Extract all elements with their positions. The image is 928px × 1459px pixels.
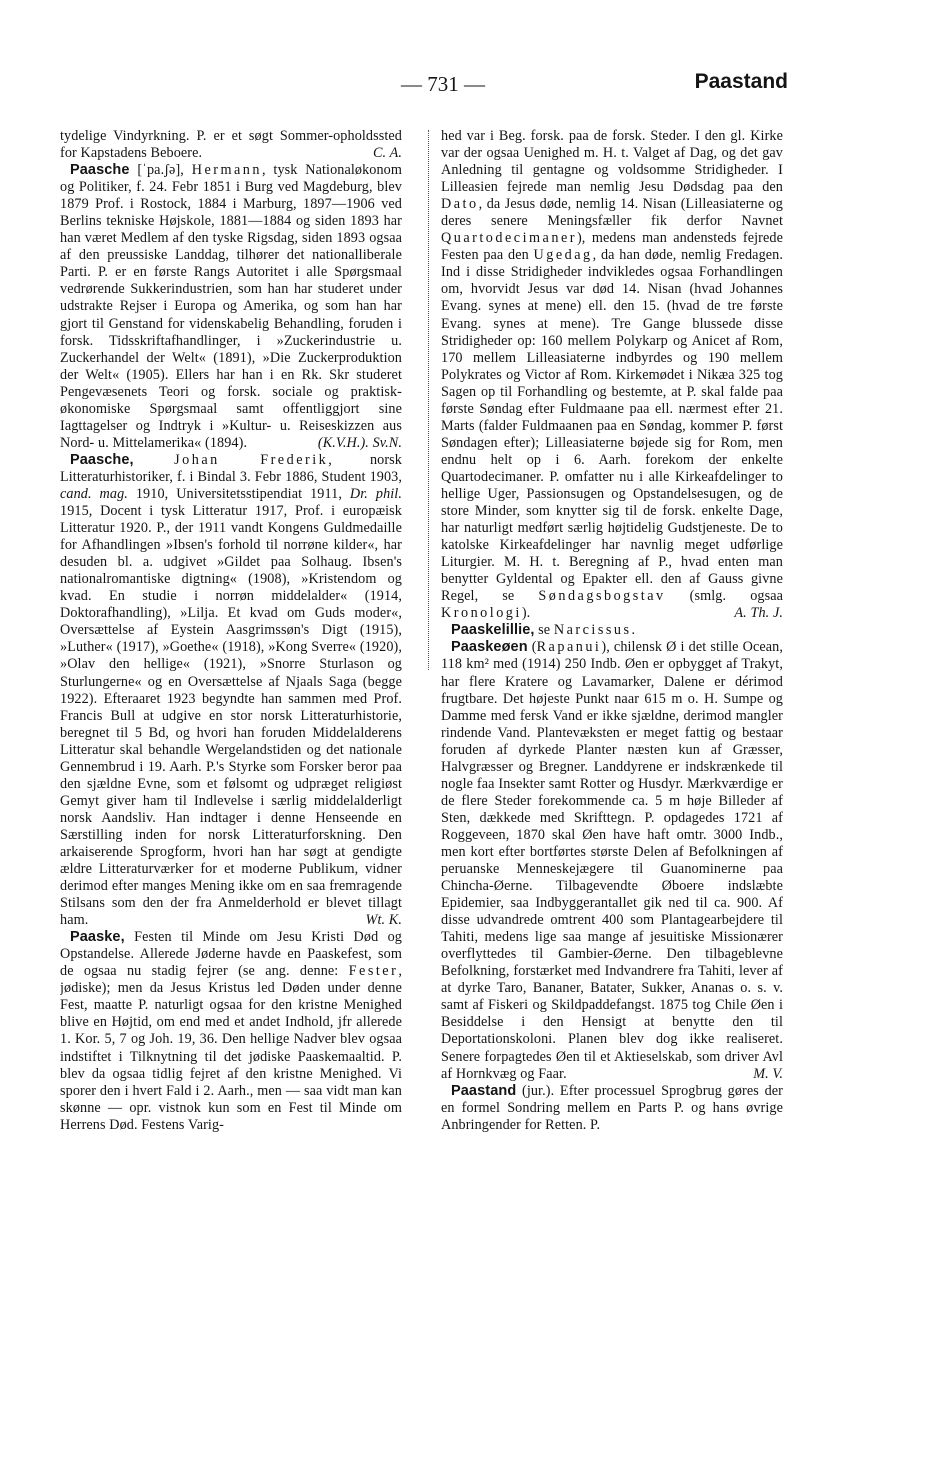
entry-paaskeoeen: Paaskeøen (Rapanui), chilensk Ø i det stille Ocean, 118 km² med (1914) 250 Indb. Øen er opbygget af Trakyt, har flere Kratere og Lavamarker, Dalene er dérimod frugtbare. Det højeste Punkt naar 615 m o. H. Sumpe og Damme med fersk Vand er ikke sjældne, derimod mangler rindende Vand. Plantevæksten er meget fattig og bestaar foruden af dyrkede Planter næsten kun af Græsser, Halvgræsser og Bregner. Landdyrene er indskrænkede til nogle faa Insekter samt Rotter og Husdyr. Mærkværdige er de flere Steder forekommende ca. 5 m høje Billeder af Sten, dækkede med Skrifttegn. P. opdagedes 1721 af Roggeveen, 1870 skal Øen have haft omtr. 3000 Indb., men kort efter bortførtes største Delen af Befolkningen af peruanske Menneskejægere til Guanominerne paa Chincha-Øerne. Tilbagevendte Øboere indslæbte Epidemier, saa Indbyggerantallet gik ned til ca. 900. Af disse udvandrede omtrent 400 som Plantagearbejdere til Tahiti, medens lige saa mange af jesuitiske Missionærer overflyttedes til Gambier-Øerne. Den tilbageblevne Befolkning, forstærket med Indvandrere fra Tahiti, lever af at dyrke Taro, Bananer, Batater, Sukker, Ananas o. s. v. samt af Fiskeri og Skildpaddefangst. 1875 tog Chile Øen i Besiddelse i den Hensigt at benytte den til Deportationskoloni. Planen blev dog ikke realiseret. Senere forpagtedes Øen til et Aktieselskab, som driver Avl af Hornkvæg og Faar. M. V. xyxy=(441,639,783,1082)
continuation-paragraph: tydelige Vindyrkning. P. er et søgt Sommer-opholdssted for Kapstadens Beboere. C. A. xyxy=(60,128,402,162)
entry-paasche-johan: Paasche, Johan Frederik, norsk Litteraturhistoriker, f. i Bindal 3. Febr 1886, Student 1903, cand. mag. 1910, Universitetsstipendiat 1911, Dr. phil. 1915, Docent i tysk Litteratur 1917, Prof. i europæisk Litteratur 1920. P., der 1911 vandt Kongens Guldmedaille for Afhandlingen »Ibsen's forhold til norrøne kilder«, har desuden bl. a. udgivet »Gildet paa Solhaug. Ibsen's nationalromantiske digtning« (1908), »Kristendom og kvad. En studie i norrøn middelalder« (1914, Doktorafhandling), »Lilja. Et kvad om Guds moder«, Oversættelse af Eystein Aasgrimssøn's Digt (1915), »Luther« (1917), »Goethe« (1918), »Kong Sverre« (1920), »Olav den hellige« (1921), »Snorre Sturlason og Sturlungerne« og en Oversættelse af Njaals Saga (begge 1922). Efteraaret 1923 begyndte han sammen med Prof. Francis Bull at udgive en stor norsk Litteraturhistorie, beregnet til 5 Bd, og hvori han foruden Middelalderens Litteratur skal behandle Wergelandstiden og det nationale Gennembrud i 19. Aarh. P.'s Styrke som Forsker beror paa den sjældne Evne, som et følsomt og udpræget religiøst Gemyt giver ham til Indlevelse i særlig middelalderligt norsk Aandsliv. Han indtager i denne Henseende en Særstilling inden for norsk Litteraturforskning. Den arkaiserende Sprogform, hvori han har søgt at gendigte ældre Litteraturværker for et moderne Publikum, vidner derimod efter manges Mening ikke om en saa fremragende Stilsans som den der fra Anmelderhold er blevet tillagt ham. Wt. K. xyxy=(60,451,402,929)
left-column xyxy=(60,128,402,1428)
entry-headword: Paasche, xyxy=(70,451,134,468)
page-number: — 731 — xyxy=(401,72,485,96)
signature: A. Th. J. xyxy=(734,605,783,622)
entry-headword: Paaskelillie, xyxy=(451,622,535,639)
entry-paasche-hermann: Paasche [ˈpa.ʃə], Hermann, tysk Nationaløkonom og Politiker, f. 24. Febr 1851 i Burg ved Magdeburg, blev 1879 Prof. i Rostock, 1884 i Marburg, 1897—1906 ved Berlins tekniske Højskole, 1881—1884 og siden 1893 har han været Medlem af den tyske Rigsdag, siden 1893 ogsaa af den preussiske Landdag, tilhører det nationalliberale Parti. P. er en første Rangs Autoritet i alle Spørgsmaal vedrørende Sukkerindustrien, som han har studeret under udstrakte Rejser i Europa og Amerika, og som han har gjort til Genstand for videnskabelig Behandling, foruden i forsk. Tidsskriftafhandlinger, i »Zuckerindustrie u. Zuckerhandel der Welt« (1891), »Die Zuckerproduktion der Welt« (1905). Ellers har han i en Rk. Skr studeret Pengevæsenets Teori og forsk. sociale og praktisk-økonomiske Spørgsmaal samt offentliggjort sine Iagttagelser og Indtryk i »Kultur- u. Reiseskizzen aus Nord- u. Mittelamerika« (1894). (K.V.H.). Sv.N. xyxy=(60,162,402,451)
signature: Wt. K. xyxy=(365,912,402,929)
entry-headword: Paaske, xyxy=(70,929,125,946)
entry-paaske: Paaske, Festen til Minde om Jesu Kristi Død og Opstandelse. Allerede Jøderne havde en Paaskefest, som de ogsaa nu stadig fejrer (se ang. denne: Fester, jødiske); men da Jesus Kristus led Døden under denne Fest, maatte P. naturligt ogsaa for den kristne Menighed blive en Højtid, om end med et andet Indhold, jfr allerede 1. Kor. 5, 7 og Joh. 19, 36. Den hellige Nadver blev ogsaa indstiftet i Tilknytning til det jødiske Paaskemaaltid. P. blev da ogsaa tidlig fejret af den kristne Menighed. Vi sporer den i hvert Fald i 2. Aarh., men — saa vidt man kan skønne — opr. vistnok kun som en Fest til Minde om Herrens Død. Festens Varig- xyxy=(60,929,402,1133)
right-column xyxy=(441,128,783,1428)
entry-headword: Paastand xyxy=(451,1082,517,1099)
entry-headword: Paasche xyxy=(70,162,130,179)
signature: M. V. xyxy=(753,1065,783,1082)
running-headword: Paastand xyxy=(694,70,788,93)
signature: (K.V.H.). Sv.N. xyxy=(317,434,402,451)
entry-headword: Paaskeøen xyxy=(451,639,528,656)
entry-paaskelillie: Paaskelillie, se Narcissus. xyxy=(451,622,636,639)
signature: C. A. xyxy=(372,145,402,162)
column-divider xyxy=(428,130,429,670)
entry-paastand: Paastand (jur.). Efter processuel Sprogbrug gøres der en formel Sondring mellem en Parts P. og hans øvrige Anbringender for Retten. P. xyxy=(441,1082,783,1133)
entry-paaske-continued: hed var i Beg. forsk. paa de forsk. Steder. I den gl. Kirke var der ogsaa Uenighed m. H. t. Valget af Dag, og det gav Anledning til gentagne og voldsomme Stridigheder. I Lilleasien fejrede man nemlig Jesu Dødsdag paa den Dato, da Jesus døde, nemlig 14. Nisan (Lilleasiaterne og deres senere Meningsfæller fik derfor Navnet Quartodecimaner), medens man andensteds fejrede Festen paa den Ugedag, da han døde, nemlig Fredagen. Ind i disse Stridigheder indvikledes ogsaa Forhandlingen om, hvorvidt Jesus var død 14. Nisan (hvad Johannes Evang. synes at mene) ell. den 15. (hvad de tre første Evang. synes at mene). Tre Gange blussede disse Stridigheder op: 160 mellem Polykarp og Anicet af Rom, 170 mellem Lilleasiaterne indbyrdes og 190 mellem Polykrates og Victor af Rom. Kirkemødet i Nikæa 325 tog Sagen op til Forhandling og bestemte, at P. skal falde paa første Søndag efter Fuldmaane paa ell. nærmest efter 21. Marts (falder Fuldmaanen paa en Søndag, kommer P. først Søndagen efter); Lilleasiaterne bøjede sig for Rom, men endnu helt op i 6. Aarh. forekom der enkelte Quartodecimaner. P. omfatter nu i alle Kirkeafdelinger to hellige Uger, Passionsugen og Opstandelsesugen, og de store Minder, som knytter sig til de forsk. enkelte Dage, har naturligt medført særlig højtidelig Gudstjeneste. De to katolske Kirkeafdelinger har navnlig meget udførlige Liturgier. M. H. t. Beregning af P., hvad enten man benytter Gyldental og Epakter ell. den af Gauss givne Regel, se Søndagsbogstav (smlg. ogsaa Kronologi). A. Th. J. xyxy=(441,128,783,622)
